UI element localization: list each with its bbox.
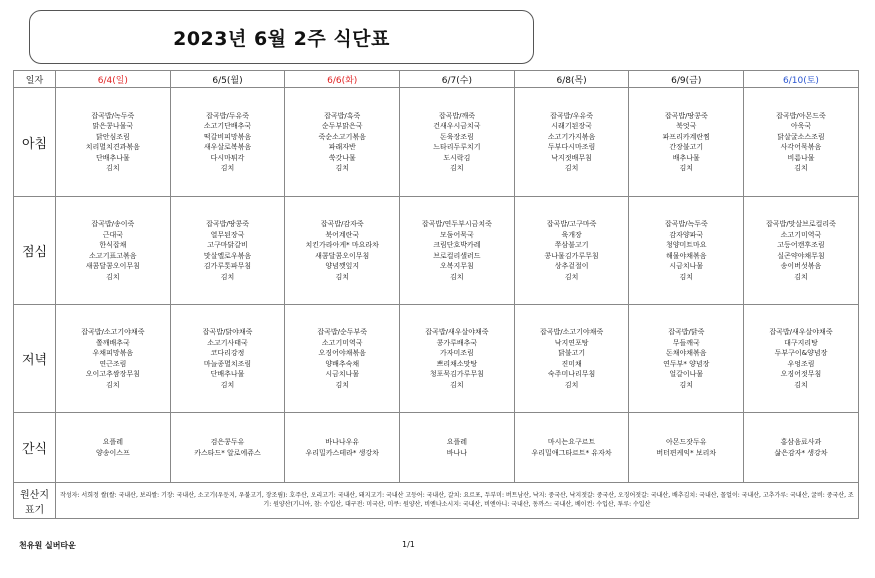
menu-item: 요플레 (446, 438, 468, 446)
menu-cell (285, 413, 400, 483)
menu-item: 건새우시금치국 (433, 122, 481, 130)
menu-item: 우리밀카스테라* 생강차 (305, 448, 379, 457)
menu-item: 김치 (450, 380, 464, 389)
menu-item: 잡곡밥/송이죽 (91, 220, 135, 228)
menu-cell (400, 305, 515, 413)
menu-cell (170, 413, 285, 483)
menu-item: 연두부* 양념장 (663, 359, 710, 368)
menu-item: 도시락김 (443, 153, 471, 162)
menu-item: 송이버섯볶음 (780, 262, 822, 270)
menu-item: 양송이스프 (95, 448, 130, 457)
menu-item: 단배추나물 (95, 153, 130, 162)
date-header-label: 일자 (14, 71, 56, 88)
menu-title-box (29, 10, 534, 64)
menu-item: 요플레 (102, 438, 123, 446)
meal-label: 저녁 (14, 305, 56, 413)
menu-item: 잡곡밥/새우살야채죽 (769, 328, 833, 336)
menu-item: 두부구이&양념장 (774, 349, 828, 357)
menu-item: 잡곡밥/녹두죽 (91, 111, 135, 120)
menu-item: 잡곡밥/아몬드죽 (776, 111, 826, 120)
menu-item: 잡곡밥/소고기야채죽 (539, 328, 604, 336)
menu-item: 진미채 (561, 359, 582, 368)
menu-item: 카스타드* 알로에쥬스 (194, 448, 261, 457)
menu-item: 잡곡밥/땅콩죽 (664, 111, 708, 120)
menu-item: 사각어묵볶음 (780, 143, 822, 151)
menu-item: 돈채야채볶음 (665, 349, 707, 357)
menu-cell (56, 305, 171, 413)
menu-item: 쫄깨배추국 (95, 338, 130, 347)
menu-item: 아몬드잣두유 (665, 438, 707, 446)
menu-cell (514, 413, 629, 483)
menu-item: 우리밀애그타르트* 유자차 (531, 448, 612, 457)
menu-cell (514, 305, 629, 413)
menu-item: 북엇국 (676, 122, 697, 130)
menu-item: 우엉조림 (787, 359, 815, 368)
menu-item: 잡곡밥/순두부죽 (317, 328, 368, 336)
menu-item: 김치 (220, 164, 235, 172)
menu-item: 코다리강정 (210, 349, 245, 357)
weekly-menu-table (13, 70, 859, 519)
menu-item: 잡곡밥/새우살야채죽 (425, 328, 489, 336)
menu-item: 잡곡밥/닭죽 (668, 328, 705, 336)
menu-item: 김치 (794, 164, 808, 172)
menu-item: 잡곡밥/깨죽 (438, 111, 475, 120)
page-title: 2023년 6월 2주 식단표 (173, 27, 390, 50)
day-header: 6/9(금) (629, 71, 744, 88)
menu-item: 낙지젓배무침 (551, 153, 592, 162)
origin-row (14, 483, 859, 519)
menu-item: 시금치나물 (325, 370, 360, 378)
menu-item: 브로컬리샐러드 (433, 251, 481, 260)
menu-item: 검은콩두유 (210, 438, 245, 446)
menu-item: 소고기미역국 (321, 338, 363, 347)
day-header: 6/5(월) (170, 71, 285, 88)
menu-cell (400, 88, 515, 197)
menu-cell (400, 197, 515, 305)
menu-cell (744, 88, 859, 197)
menu-item: 잡곡밥/소고기야채죽 (81, 328, 145, 336)
menu-item: 바나나우유 (325, 438, 360, 446)
menu-item: 맛살옐로우볶음 (203, 251, 252, 260)
menu-item: 얼갈이나물 (669, 370, 704, 378)
menu-item: 콩가루배추국 (436, 338, 478, 347)
menu-cell (170, 197, 285, 305)
menu-item: 김가루톳파무침 (203, 262, 252, 270)
menu-cell (285, 305, 400, 413)
menu-cell (400, 413, 515, 483)
menu-item: 김치 (564, 164, 579, 172)
menu-item: 간장불고기 (669, 143, 704, 151)
menu-item: 홍삼음료사과 (780, 438, 822, 446)
menu-item: 버터편케익* 보리차 (656, 448, 717, 457)
menu-item: 잡곡밥/맛살브로컬리죽 (765, 220, 836, 228)
origin-label: 원산지 표기 (14, 483, 56, 519)
menu-item: 김치 (564, 380, 579, 389)
menu-item: 양배추숙채 (325, 359, 360, 368)
menu-item: 상추겉절이 (554, 262, 589, 270)
meal-row-dinner (14, 305, 859, 413)
menu-item: 김치 (335, 164, 349, 172)
day-header: 6/7(수) (400, 71, 515, 88)
menu-cell (170, 88, 285, 197)
menu-item: 김치 (679, 272, 694, 281)
menu-item: 청포묵김가루무침 (429, 370, 484, 378)
menu-cell (744, 305, 859, 413)
menu-cell (514, 88, 629, 197)
menu-item: 숙주미나리무침 (547, 370, 596, 378)
menu-item: 잡곡밥/고구마죽 (546, 220, 597, 228)
menu-item: 바나나 (446, 448, 468, 457)
menu-item: 잡곡밥/두유죽 (206, 111, 249, 120)
date-header-row (14, 71, 859, 88)
menu-item: 김치 (106, 164, 120, 172)
menu-item: 잡곡밥/녹두죽 (664, 220, 708, 228)
menu-item: 파래자반 (328, 143, 356, 151)
menu-cell (629, 413, 744, 483)
menu-item: 쑥갓나물 (328, 153, 356, 162)
menu-item: 청양미트마요 (665, 241, 707, 249)
menu-item: 배추나물 (672, 153, 700, 162)
menu-item: 비름나물 (787, 153, 815, 162)
menu-item: 순두부맑은국 (321, 122, 363, 130)
menu-cell (629, 197, 744, 305)
menu-item: 잡곡밥/연두부시금치죽 (421, 220, 492, 228)
menu-item: 소고기미역국 (780, 230, 822, 239)
menu-cell (56, 88, 171, 197)
menu-item: 시래기된장국 (551, 122, 592, 130)
menu-item: 쭈삼불고기 (554, 241, 589, 249)
menu-item: 낙지연포탕 (554, 338, 589, 347)
menu-item: 닭불고기 (558, 349, 586, 357)
menu-item: 오이고추쌈장무침 (85, 370, 140, 378)
menu-item: 잡곡밥/흑죽 (324, 111, 361, 120)
menu-item: 한식잡채 (99, 241, 127, 249)
menu-item: 김치 (450, 272, 464, 281)
meal-label: 아침 (14, 88, 56, 197)
menu-item: 김치 (220, 272, 235, 281)
menu-item: 죽순소고기볶음 (318, 132, 366, 141)
menu-item: 김치 (564, 272, 579, 281)
menu-item: 실곤약야채무침 (777, 251, 825, 260)
menu-item: 삶은감자* 생강차 (774, 448, 828, 457)
menu-item: 마시는요구르트 (547, 438, 596, 446)
menu-cell (170, 305, 285, 413)
menu-item: 쁘리채소맛탕 (436, 359, 478, 368)
menu-item: 고등어캔후조림 (777, 241, 825, 249)
meal-row-snack (14, 413, 859, 483)
menu-item: 돈육장조림 (440, 132, 474, 141)
menu-item: 소고기표고볶음 (89, 251, 137, 260)
menu-item: 육개장 (561, 230, 582, 239)
menu-cell (285, 197, 400, 305)
menu-item: 새콤달콤오이무침 (315, 251, 370, 260)
menu-item: 두부다시마조림 (547, 143, 596, 151)
menu-item: 잡곡밥/닭야채죽 (202, 328, 253, 336)
menu-item: 김치 (335, 272, 349, 281)
menu-item: 느타리두루치기 (433, 143, 481, 151)
menu-item: 치킨가라아게* 마요라차 (305, 241, 379, 249)
menu-item: 닭안심조림 (95, 132, 130, 141)
menu-item: 마늘종멸치조림 (203, 359, 252, 368)
menu-item: 김치 (450, 164, 464, 172)
menu-item: 가자미조림 (440, 349, 474, 357)
menu-item: 단배추나물 (210, 370, 245, 378)
menu-item: 고구마닭갈비 (207, 241, 248, 249)
menu-item: 맑은콩나물국 (92, 122, 134, 130)
organization-name: 천유원 실버타운 (19, 541, 76, 550)
menu-item: 새콤달콤오이무침 (85, 262, 140, 270)
menu-item: 감자양파국 (669, 230, 704, 239)
menu-item: 김치 (220, 380, 235, 389)
day-header: 6/4(일) (56, 71, 171, 88)
menu-item: 잡곡밥/땅콩죽 (206, 220, 249, 228)
menu-item: 떡갈비피망볶음 (203, 132, 252, 141)
menu-item: 모둠어묵국 (440, 230, 474, 239)
menu-item: 소고기단배추국 (203, 122, 252, 130)
meal-row-lunch (14, 197, 859, 305)
meal-label: 점심 (14, 197, 56, 305)
menu-item: 김치 (794, 380, 808, 389)
menu-item: 크림단호박카레 (433, 241, 481, 249)
menu-item: 대구지리탕 (784, 338, 818, 347)
menu-cell (56, 413, 171, 483)
menu-item: 우채피망볶음 (92, 349, 134, 357)
day-header: 6/10(토) (744, 71, 859, 88)
menu-item: 콩나물김가루무침 (544, 251, 599, 260)
menu-item: 다시마튀각 (210, 153, 245, 162)
menu-item: 김치 (679, 164, 694, 172)
menu-cell (744, 413, 859, 483)
menu-item: 연근조림 (99, 359, 127, 368)
menu-item: 소고기사태국 (207, 338, 248, 347)
menu-cell (744, 197, 859, 305)
menu-item: 잡곡밥/감자죽 (320, 220, 364, 228)
day-header: 6/8(목) (514, 71, 629, 88)
meal-label: 간식 (14, 413, 56, 483)
menu-cell (285, 88, 400, 197)
menu-item: 해물야채볶음 (665, 251, 707, 260)
menu-item: 김치 (106, 272, 120, 281)
menu-item: 새우살로복볶음 (203, 143, 252, 151)
page-number: 1/1 (402, 540, 415, 549)
menu-item: 김치 (335, 380, 349, 389)
origin-text: 작성자: 서희정 쌀(쌀: 국내산, 보리쌀: 기장: 국내산, 소고기(우둔지, 우불고기, 장조림): 호주산, 오리고기: 국내산, 돼지고기: 국내산 고등어: 국내산, 갈치: 요르포, 두부미: 버트남산, 낙지: 중국산, 낙지젓갈: 중국산, 오징어젓갈: 국내산, 배추김치: 국내산, 꼴얼이: 국내산, 고추가루: 국내산, 굴비: 중국산, 조기: 원양산(기니아, 참: 수입산, 대구전: 미국산, 미쿠: 원양산, 비엔나소시지: 국내산, 비엔아니: 국내산, 동까스: 국내산, 베이컨: 수입산, 투루: 수입산 (56, 483, 859, 519)
menu-item: 소고기가지볶음 (547, 132, 596, 141)
menu-cell (629, 88, 744, 197)
menu-item: 근대국 (102, 230, 123, 239)
menu-item: 김치 (106, 380, 120, 389)
menu-item: 시금치나물 (669, 262, 704, 270)
menu-item: 아욱국 (790, 122, 812, 130)
menu-item: 열무된장국 (210, 230, 245, 239)
menu-item: 오징어젓무침 (780, 370, 822, 378)
menu-item: 무들깨국 (672, 338, 700, 347)
menu-item: 닭살굴소스조림 (777, 132, 825, 141)
menu-cell (56, 197, 171, 305)
menu-item: 김치 (794, 272, 808, 281)
menu-item: 양념깻잎지 (325, 262, 360, 270)
meal-row-breakfast (14, 88, 859, 197)
day-header: 6/6(화) (285, 71, 400, 88)
menu-item: 치리멸치견과볶음 (85, 143, 140, 151)
menu-item: 김치 (679, 380, 694, 389)
menu-item: 잡곡밥/우유죽 (550, 111, 594, 120)
menu-cell (514, 197, 629, 305)
menu-cell (629, 305, 744, 413)
menu-item: 오복지무침 (440, 262, 474, 270)
menu-item: 오징어야채볶음 (318, 349, 366, 357)
menu-item: 파프리카계란찜 (662, 132, 710, 141)
menu-item: 북어계란국 (325, 230, 360, 239)
